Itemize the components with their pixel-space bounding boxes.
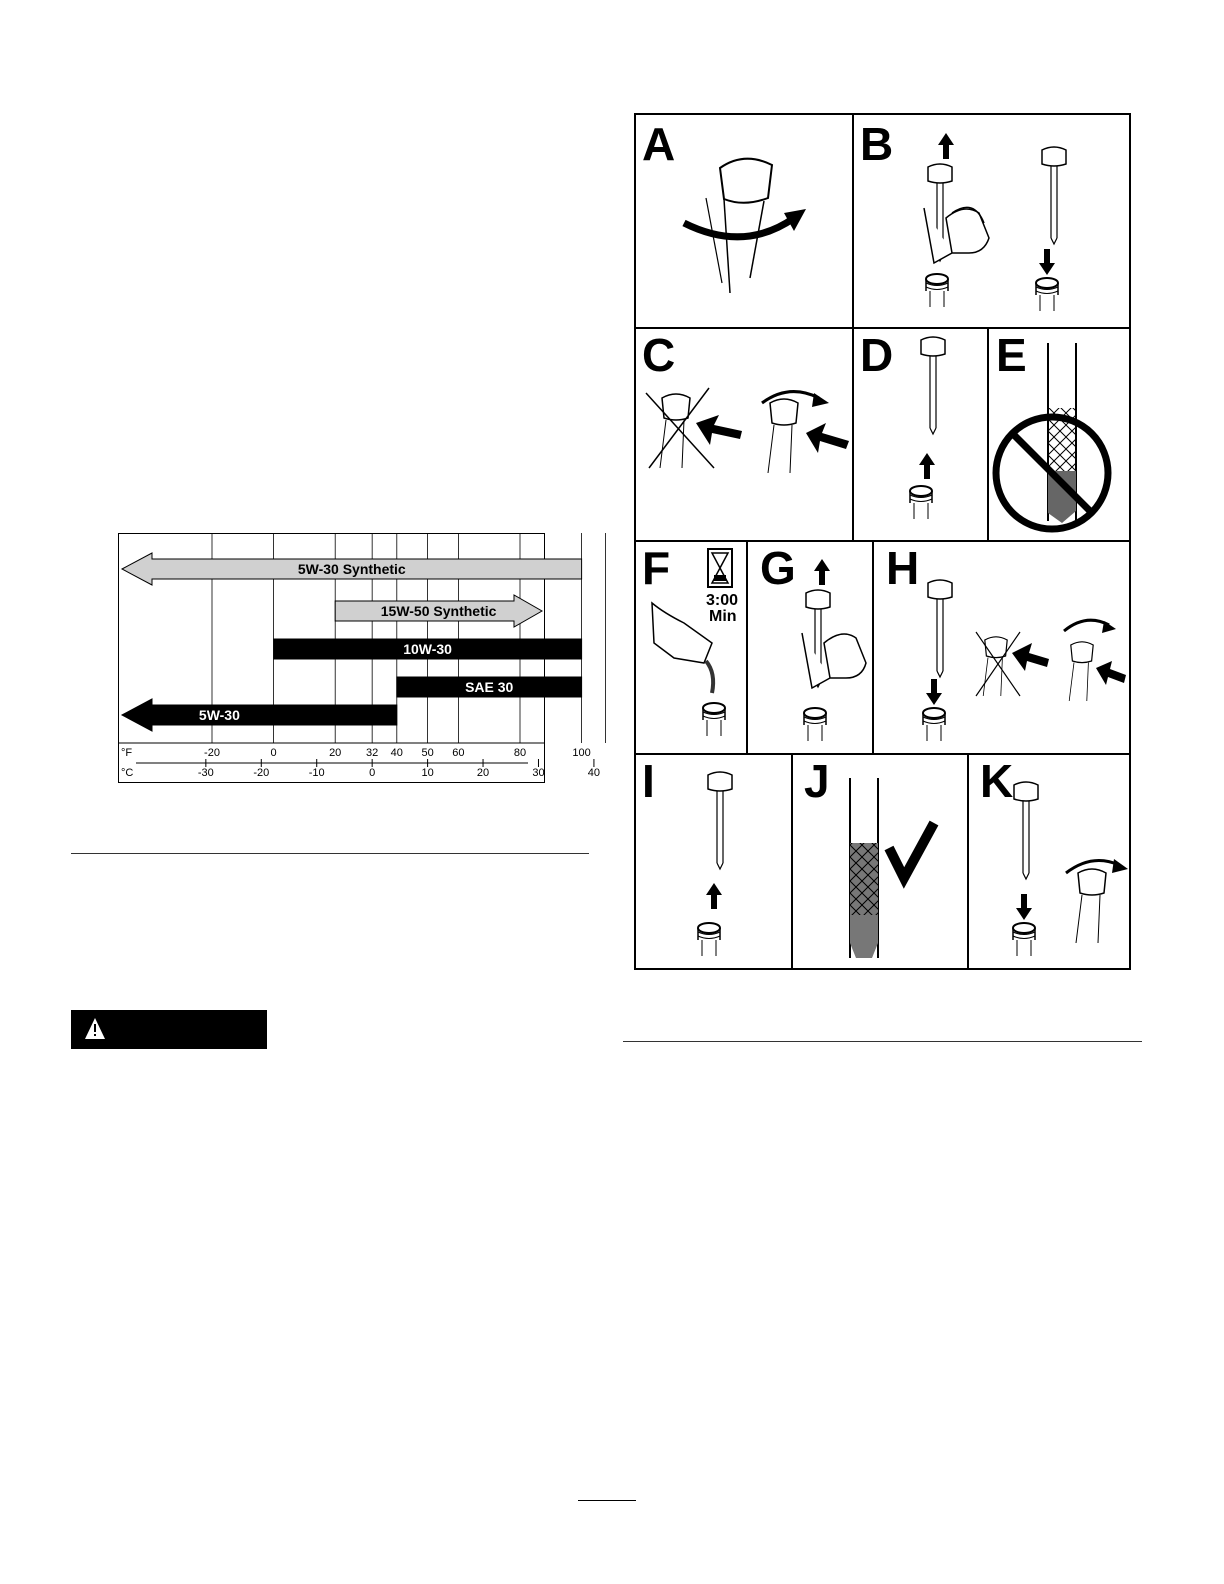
celsius-unit: °C xyxy=(121,767,134,779)
step-label-d: D xyxy=(860,329,894,381)
fahrenheit-tick-label: 0 xyxy=(270,747,277,759)
oil-grade-label: 10W-30 xyxy=(403,641,452,657)
fahrenheit-tick-label: 60 xyxy=(452,747,465,759)
fahrenheit-tick-label: 32 xyxy=(366,747,379,759)
wait-time-unit: Min xyxy=(709,608,737,625)
wait-time: 3:00 xyxy=(706,592,739,609)
step-label-b: B xyxy=(860,118,894,170)
celsius-tick-label: -10 xyxy=(308,767,325,779)
celsius-tick-label: -20 xyxy=(253,767,270,779)
celsius-tick-label: 0 xyxy=(369,767,376,779)
oil-grade-label: 15W-50 Synthetic xyxy=(380,603,497,619)
fahrenheit-tick-label: 40 xyxy=(390,747,403,759)
page-footer-rule xyxy=(578,1500,636,1501)
step-label-g: G xyxy=(760,542,796,594)
step-label-k: K xyxy=(980,755,1014,807)
section-divider xyxy=(71,853,589,854)
warning-triangle-icon xyxy=(71,1010,111,1049)
oil-grade-label: 5W-30 Synthetic xyxy=(297,561,406,577)
step-label-a: A xyxy=(642,118,676,170)
fahrenheit-tick-label: 20 xyxy=(329,747,342,759)
step-label-e: E xyxy=(996,329,1027,381)
step-label-f: F xyxy=(642,542,671,594)
step-label-h: H xyxy=(886,542,920,594)
dipstick-steps-illustration xyxy=(634,113,1131,970)
step-label-i: I xyxy=(642,755,655,807)
fahrenheit-tick-label: -20 xyxy=(204,747,220,759)
section-divider xyxy=(623,1041,1142,1042)
celsius-tick-label: 30 xyxy=(532,767,545,779)
step-label-c: C xyxy=(642,329,676,381)
fahrenheit-tick-label: 100 xyxy=(572,747,591,759)
celsius-tick-label: 10 xyxy=(421,767,434,779)
hourglass-icon xyxy=(708,549,732,587)
fahrenheit-tick-label: 80 xyxy=(513,747,527,759)
oil-grade-label: SAE 30 xyxy=(465,679,514,695)
celsius-tick-label: -30 xyxy=(197,767,214,779)
fahrenheit-tick-label: 50 xyxy=(421,747,434,759)
celsius-tick-label: 40 xyxy=(587,767,601,779)
warning-banner xyxy=(71,1010,267,1049)
oil-viscosity-chart xyxy=(118,533,601,783)
celsius-tick-label: 20 xyxy=(476,767,490,779)
fahrenheit-unit: °F xyxy=(121,747,133,759)
step-label-j: J xyxy=(804,755,830,807)
oil-grade-label: 5W-30 xyxy=(198,707,240,723)
